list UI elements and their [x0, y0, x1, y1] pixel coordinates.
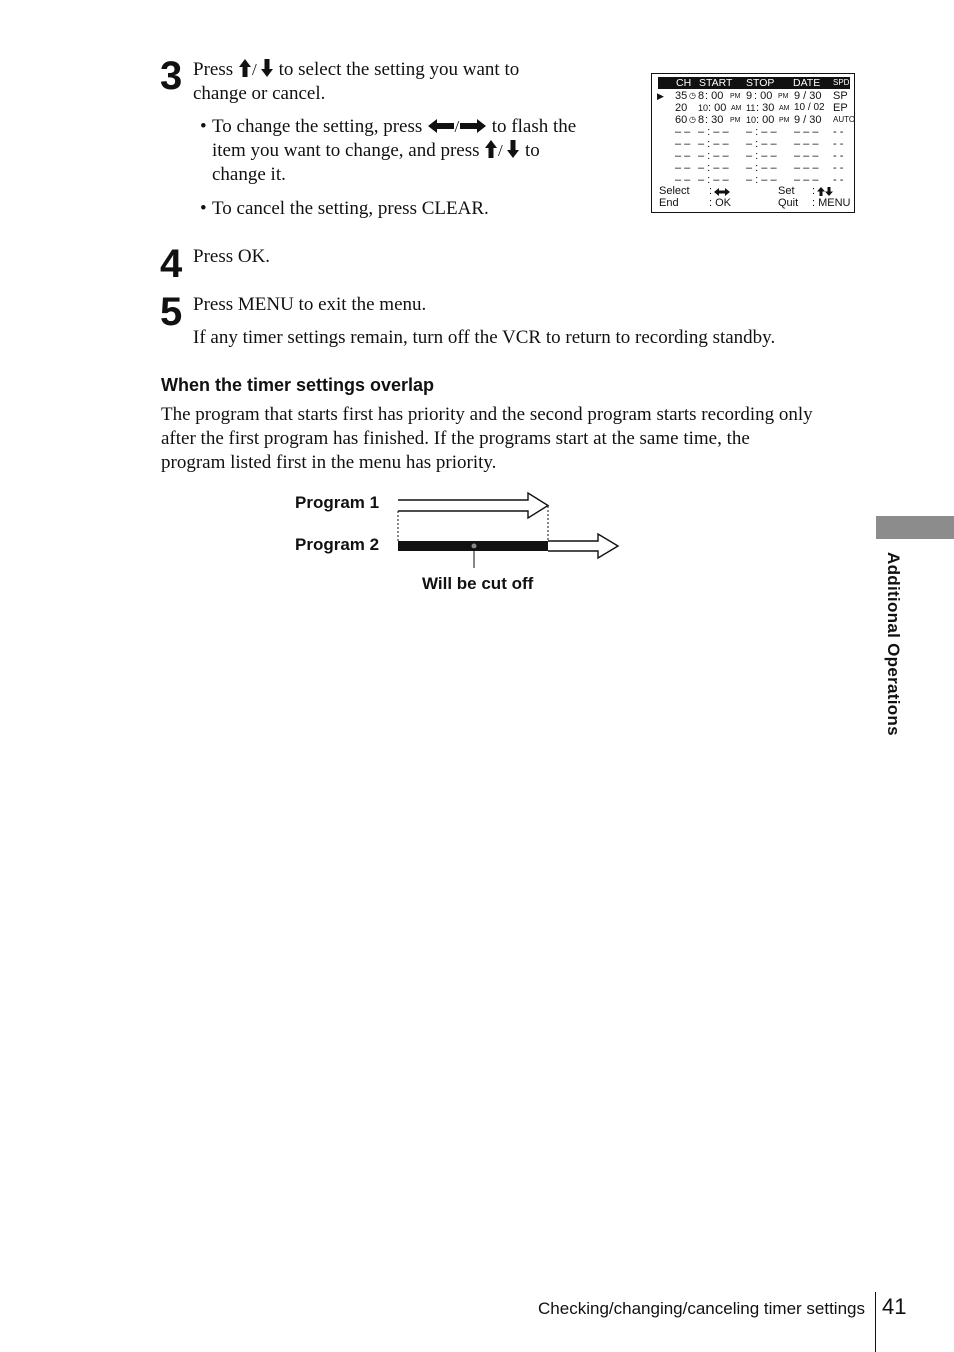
clock-icon: ◷: [689, 115, 696, 124]
step3-line1: Press / to select the setting you want to: [193, 58, 613, 85]
footer-title: Checking/changing/canceling timer settings: [538, 1299, 865, 1318]
step5-note: If any timer settings remain, turn off the VCR to return to recording standby.: [193, 327, 776, 348]
up-down-arrow-icon: [238, 58, 274, 85]
svg-text:/: /: [454, 117, 460, 135]
cutoff-label: Will be cut off: [422, 574, 534, 593]
timer-row-empty: – – – : – – – : – – – – – - -: [675, 150, 844, 162]
clock-icon: ◷: [689, 91, 696, 100]
svg-text:/: /: [498, 141, 503, 159]
step3-line2: change or cancel.: [193, 83, 326, 104]
overlap-diagram: [390, 488, 630, 568]
step4-text: Press OK.: [193, 246, 271, 267]
bullet1-line3: change it.: [212, 164, 286, 185]
timer-row: 20 10 : 00 AM 11 : 30 AM 10 / 02 EP: [675, 102, 848, 114]
bullet2-text: To cancel the setting, press CLEAR.: [212, 198, 489, 219]
svg-text:/: /: [251, 60, 257, 78]
side-tab-label: Additional Operations: [884, 552, 903, 736]
program1-label: Program 1: [295, 493, 380, 512]
bullet1-line2: item you want to change, and press / to: [212, 139, 540, 166]
timer-menu-screen: CH START STOP DATE SPD ▶ 35 ◷ 8 : 00 PM 9 : 00 PM 9 / 30 SP 20 10 : 00 AM 11 : 30 AM 10 / 02 EP 60 ◷ 8 : 30 PM 10 : 00 PM 9 / 30 AUTO – – – : – – – : – – – – – - - – – – : – – – : – – – – – - - – – – : – – – : – – – – – - - – – – : – – – : – – – – – - - – – – : – – – : – – – – – - - Select : Set : End : OK Quit : MENU: [651, 73, 855, 213]
cutoff-pointer-dot: [472, 544, 477, 549]
timer-row-empty: – – – : – – – : – – – – – - -: [675, 138, 844, 150]
timer-menu-header: CH START STOP DATE SPD: [658, 77, 850, 89]
section-para-line2: after the first program has finished. If the programs start at the same time, the: [161, 428, 750, 449]
section-heading: When the timer settings overlap: [161, 375, 435, 395]
section-para-line1: The program that starts first has priority and the second program starts recording only: [161, 404, 813, 425]
step-number-4: 4: [160, 242, 182, 286]
cursor-icon: ▶: [657, 91, 664, 101]
side-tab-bar: [876, 516, 954, 539]
osd-quit-label: Quit: [778, 197, 799, 209]
program2-label: Program 2: [295, 535, 380, 554]
footer-divider: [875, 1292, 876, 1352]
timer-row-empty: – – – : – – – : – – – – – - -: [675, 126, 844, 138]
up-down-arrow-icon-2: [484, 139, 520, 166]
timer-row: 60 ◷ 8 : 30 PM 10 : 00 PM 9 / 30 AUTO: [675, 114, 856, 126]
section-para-line3: program listed first in the menu has priority.: [161, 452, 497, 473]
timer-row: ▶ 35 ◷ 8 : 00 PM 9 : 00 PM 9 / 30 SP: [657, 90, 848, 102]
timer-row-empty: – – – : – – – : – – – – – - -: [675, 162, 844, 174]
osd-end-label: End: [659, 197, 679, 209]
timer-row-empty: – – – : – – – : – – – – – - -: [675, 174, 844, 186]
program1-arrow: [398, 493, 548, 518]
step-number-3: 3: [160, 54, 182, 98]
program2-arrow: [548, 534, 618, 558]
step5-text: Press MENU to exit the menu.: [193, 294, 427, 315]
osd-set-label: Set: [778, 185, 795, 197]
osd-select-label: Select: [659, 185, 690, 197]
page-number: 41: [882, 1294, 907, 1319]
step-number-5: 5: [160, 290, 182, 334]
bullet1-line1: To change the setting, press / to flash the: [212, 115, 612, 142]
bullet-dot-2: •: [200, 198, 207, 219]
